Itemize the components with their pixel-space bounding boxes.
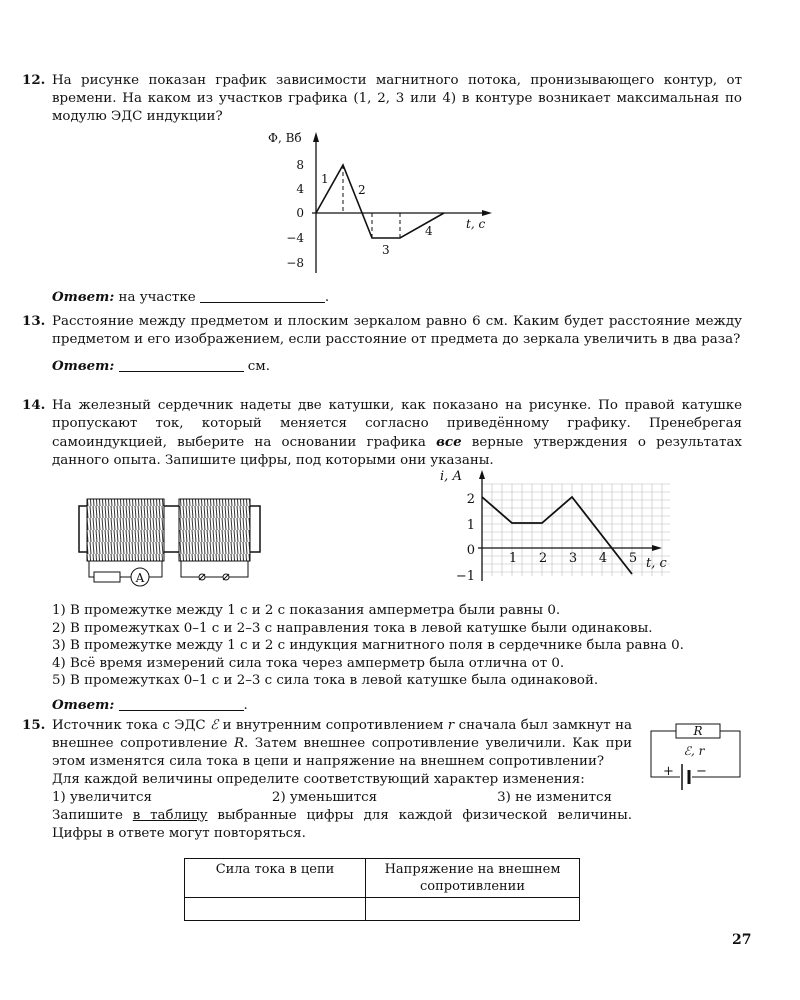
instruction-text: Для каждой величины определите соответствующий характер изменения: <box>52 772 585 787</box>
question-number: 15. <box>22 717 46 733</box>
table-cell-input[interactable] <box>366 898 580 921</box>
plus-sign: + <box>663 764 674 779</box>
x-axis-label: t, с <box>646 556 667 571</box>
question-text: Источник тока с ЭДС ℰ и внутренним сопротивлением r сначала был замкнут на внешнее сопротивление R. Затем внешнее сопротивление увеличили. Как при этом изменятся сила тока в цепи и напряжение на внешнем сопротивлении? <box>52 718 632 769</box>
option-item: 4) Всё время измерений сила тока через амперметр была отлична от 0. <box>52 655 565 671</box>
y-tick: −4 <box>286 231 304 245</box>
left-coil <box>87 499 164 561</box>
minus-sign: − <box>696 764 707 779</box>
x-tick: 5 <box>628 551 638 566</box>
resistor-label: R <box>693 724 703 738</box>
answer-end: . <box>324 290 330 305</box>
circuit-diagram <box>644 722 744 794</box>
choices <box>52 789 612 807</box>
question-text: На железный сердечник надеты две катушки, как показано на рисунке. По правой катушке пропускают ток, который меняется согласно приведённому графику. Пренебрегая самоиндукцией, выберите на основании графика все верные утверждения о результатах данного опыта. Запишите цифры, под которыми они указаны. <box>52 398 742 468</box>
option-item: 1) В промежутке между 1 с и 2 с показания амперметра были равны 0. <box>52 603 561 618</box>
x-tick: 1 <box>508 551 518 566</box>
answer-label: Ответ: <box>52 289 115 305</box>
answer-prefix: на участке <box>118 290 196 305</box>
current-chart <box>420 466 690 588</box>
coils-diagram <box>74 494 274 594</box>
answer-end: . <box>243 697 248 713</box>
answer-12 <box>22 284 742 305</box>
table-header: Напряжение на внешнем сопротивлении <box>366 859 580 898</box>
ammeter-label: A <box>135 571 145 585</box>
x-tick: 2 <box>538 551 548 566</box>
flux-chart <box>262 128 502 278</box>
answer-field[interactable] <box>119 696 244 711</box>
y-tick: 8 <box>296 158 304 172</box>
answer-table <box>184 858 580 921</box>
resistor-symbol <box>94 572 120 582</box>
y-axis-label: Ф, Вб <box>268 131 302 145</box>
answer-unit: см. <box>247 359 270 374</box>
y-tick: −1 <box>455 569 475 584</box>
question-number: 12. <box>22 72 46 88</box>
current-curve <box>482 497 632 574</box>
y-tick: 1 <box>466 518 475 533</box>
x-tick: 4 <box>598 551 608 566</box>
choice-item: 1) увеличится <box>52 790 152 805</box>
question-number: 14. <box>22 397 46 413</box>
table-header: Сила тока в цепи <box>185 859 366 898</box>
question-text: На рисунке показан график зависимости магнитного потока, пронизывающего контур, от времени. На каком из участков графика (1, 2, 3 или 4) в контуре возникает максимальная по модулю ЭДС индукции? <box>52 73 742 124</box>
y-tick: 0 <box>466 543 475 558</box>
answer-field[interactable] <box>200 288 325 303</box>
y-tick: 2 <box>466 492 475 507</box>
segment-label: 3 <box>382 243 390 257</box>
y-tick: 4 <box>296 182 304 196</box>
x-tick: 3 <box>568 551 578 566</box>
choice-item: 3) не изменится <box>497 790 612 805</box>
answer-field[interactable] <box>119 357 244 372</box>
choice-item: 2) уменьшится <box>271 790 378 805</box>
answer-label: Ответ: <box>52 358 115 374</box>
options-14 <box>22 602 742 714</box>
right-coil <box>179 499 250 561</box>
question-12 <box>22 72 742 126</box>
answer-label: Ответ: <box>52 696 115 713</box>
page-number: 27 <box>732 932 752 948</box>
segment-label: 1 <box>321 172 329 186</box>
segment-label: 2 <box>358 183 366 197</box>
option-item: 3) В промежутке между 1 с и 2 с индукция магнитного поля в сердечнике была равна 0. <box>52 638 684 653</box>
question-number: 13. <box>22 313 46 329</box>
question-14 <box>22 397 742 470</box>
question-15 <box>22 717 632 843</box>
question-text: Расстояние между предметом и плоским зеркалом равно 6 см. Каким будет расстояние между предметом и его изображением, если расстояние от предмета до зеркала увеличить в два раза? <box>52 314 742 347</box>
segment-label: 4 <box>425 224 433 238</box>
instruction-text: Запишите в таблицу выбранные цифры для каждой физической величины. Цифры в ответе могут повторяться. <box>52 808 633 841</box>
question-13 <box>22 313 742 374</box>
y-tick: 0 <box>296 206 304 220</box>
y-axis-label: i, А <box>440 469 463 484</box>
y-tick: −8 <box>286 256 304 270</box>
x-axis-label: t, с <box>466 217 486 231</box>
option-item: 2) В промежутках 0–1 с и 2–3 с направления тока в левой катушке были одинаковы. <box>52 620 653 636</box>
source-label: ℰ, r <box>683 744 705 758</box>
table-cell-input[interactable] <box>185 898 366 921</box>
option-item: 5) В промежутках 0–1 с и 2–3 с сила тока в левой катушке была одинаковой. <box>52 673 599 688</box>
